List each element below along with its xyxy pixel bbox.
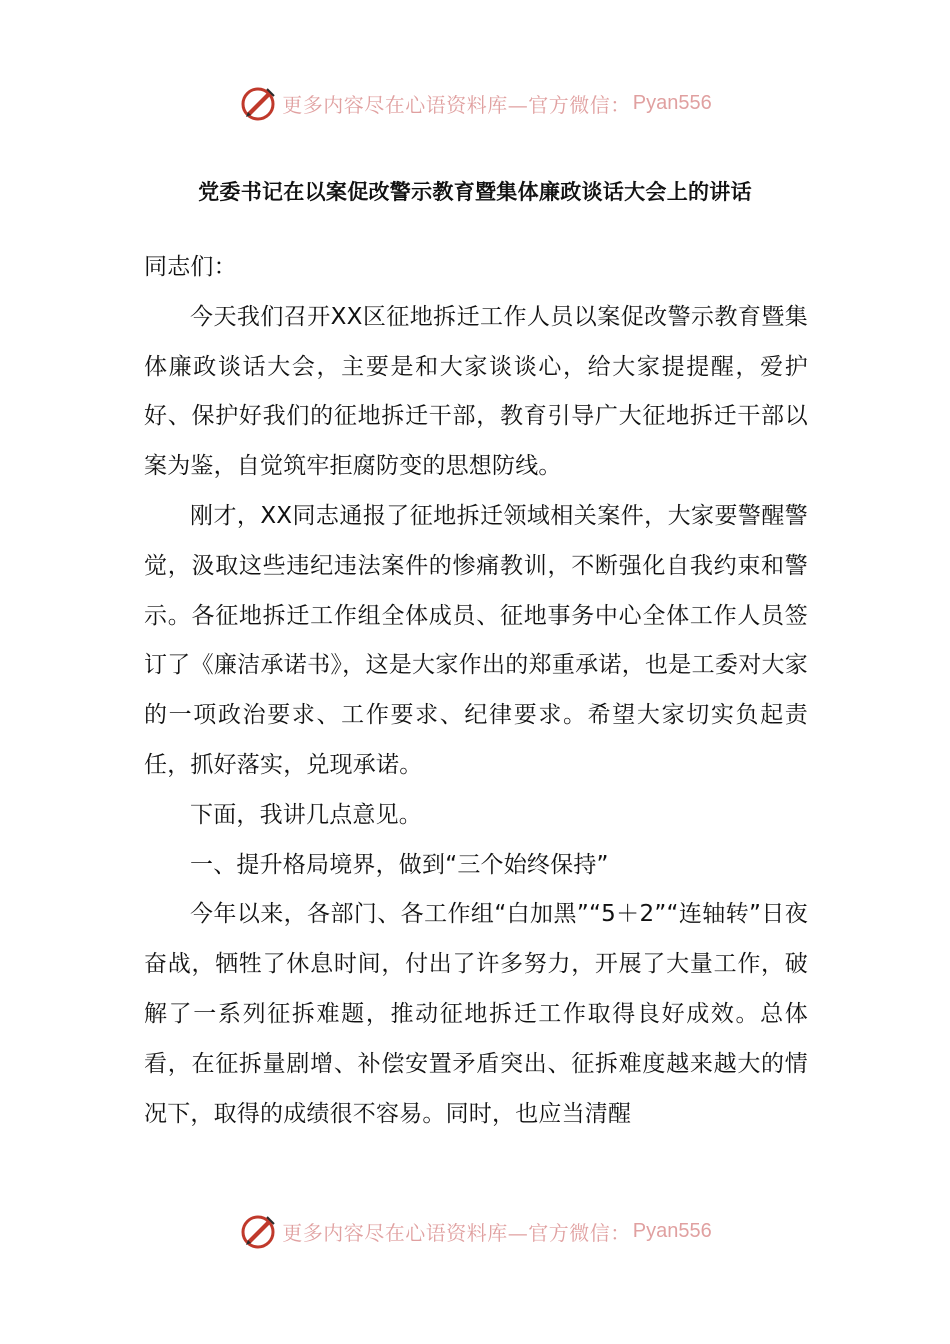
paragraph-4: 今年以来，各部门、各工作组“白加黑”“5＋2”“连轴转”日夜奋战，牺牲了休息时间，付出了许多努力，开展了大量工作，破解了一系列征拆难题，推动征地拆迁工作取得良好成效。总体看，在征拆量剧增、补偿安置矛盾突出、征拆难度越来越大的情况下，取得的成绩很不容易。同时，也应当清醒 — [144, 901, 808, 1127]
watermark-wechat-id: Pyan556 — [632, 1219, 712, 1242]
watermark-slogan: 更多内容尽在心语资料库—官方微信： — [282, 92, 631, 117]
pen-logo-icon — [238, 83, 278, 123]
footer-watermark — [0, 1208, 950, 1254]
paragraph-2: 刚才，XX同志通报了征地拆迁领域相关案件，大家要警醒警觉，汲取这些违纪违法案件的惨痛教训，不断强化自我约束和警示。各征地拆迁工作组全体成员、征地事务中心全体工作人员签订了《廉洁承诺书》，这是大家作出的郑重承诺，也是工委对大家的一项政治要求、工作要求、纪律要求。希望大家切实负起责任，抓好落实，兑现承诺。 — [144, 502, 808, 778]
header-watermark — [0, 80, 950, 126]
pen-logo-icon — [238, 1211, 278, 1251]
section-heading-1: 一、提升格局境界，做到“三个始终保持” — [190, 851, 609, 878]
paragraph-3: 下面，我讲几点意见。 — [190, 801, 422, 828]
paragraph-1: 今天我们召开XX区征地拆迁工作人员以案促改警示教育暨集体廉政谈话大会，主要是和大家谈谈心，给大家提提醒，爱护好、保护好我们的征地拆迁干部，教育引导广大征地拆迁干部以案为鉴，自觉筑牢拒腐防变的思想防线。 — [144, 303, 808, 480]
watermark-wechat-id: Pyan556 — [632, 91, 712, 114]
document-body — [144, 243, 808, 1139]
document-title: 党委书记在以案促改警示教育暨集体廉政谈话大会上的讲话 — [198, 180, 752, 204]
salutation: 同志们： — [144, 254, 237, 280]
watermark-slogan: 更多内容尽在心语资料库—官方微信： — [282, 1220, 631, 1245]
